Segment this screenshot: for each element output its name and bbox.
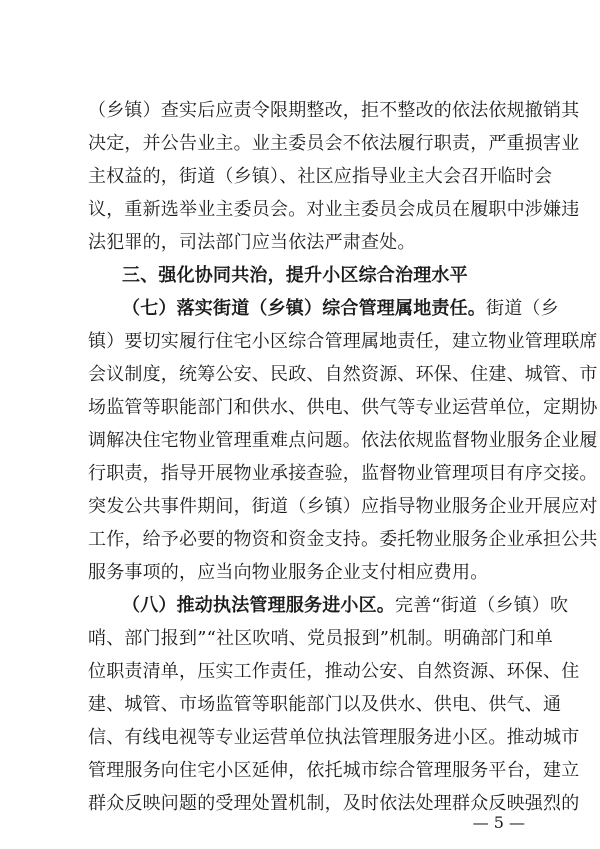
paragraph-text: 街道（乡 [486, 298, 559, 319]
paragraph-line: 位职责清单，压实工作责任，推动公安、自然资源、环保、住 [88, 661, 580, 682]
paragraph-line: 场监管等职能部门和供水、供电、供气等专业运营单位，定期协 [88, 397, 598, 418]
paragraph-line: 法犯罪的，司法部门应当依法严肃查处。 [88, 232, 416, 253]
paragraph-line: （乡镇）查实后应责令限期整改，拒不整改的依法依规撤销其 [88, 100, 580, 121]
paragraph-line: 信、有线电视等专业运营单位执法管理服务进小区。推动城市 [88, 727, 580, 748]
paragraph-line: 建、城管、市场监管等职能部门以及供水、供电、供气、通 [88, 694, 562, 715]
paragraph-first-line [122, 590, 569, 622]
paragraph-line: 议，重新选举业主委员会。对业主委员会成员在履职中涉嫌违 [88, 199, 580, 220]
paragraph-line: 调解决住宅物业管理重难点问题。依法依规监督物业服务企业履 [88, 430, 598, 451]
paragraph-line: 决定，并公告业主。业主委员会不依法履行职责，严重损害业 [88, 133, 580, 154]
paragraph-line: 哨、部门报到”“社区吹哨、党员报到”机制。明确部门和单 [88, 628, 554, 649]
paragraph-line: 群众反映问题的受理处置机制，及时依法处理群众反映强烈的 [88, 793, 580, 814]
paragraph-first-line [122, 293, 559, 325]
paragraph-line: 会议制度，统筹公安、民政、自然资源、环保、住建、城管、市 [88, 364, 598, 385]
paragraph-line: 镇）要切实履行住宅小区综合管理属地责任，建立物业管理联席 [88, 331, 598, 352]
subsection-title: （七）落实街道（乡镇）综合管理属地责任。 [122, 298, 486, 319]
paragraph-line: 突发公共事件期间，街道（乡镇）应指导物业服务企业开展应对 [88, 496, 598, 517]
paragraph-line: 工作，给予必要的物资和资金支持。委托物业服务企业承担公共 [88, 529, 598, 550]
paragraph-line: 主权益的，街道（乡镇）、社区应指导业主大会召开临时会 [88, 166, 553, 187]
paragraph-line: 管理服务向住宅小区延伸，依托城市综合管理服务平台，建立 [88, 760, 580, 781]
subsection-title: （八）推动执法管理服务进小区。 [122, 595, 395, 616]
page-number: — 5 — [472, 813, 525, 832]
section-heading: 三、强化协同共治，提升小区综合治理水平 [122, 265, 468, 286]
paragraph-text: 完善“街道（乡镇）吹 [395, 595, 569, 616]
paragraph-line: 服务事项的，应当向物业服务企业支付相应费用。 [88, 562, 489, 583]
paragraph-line: 行职责，指导开展物业承接查验，监督物业管理项目有序交接。 [88, 463, 598, 484]
